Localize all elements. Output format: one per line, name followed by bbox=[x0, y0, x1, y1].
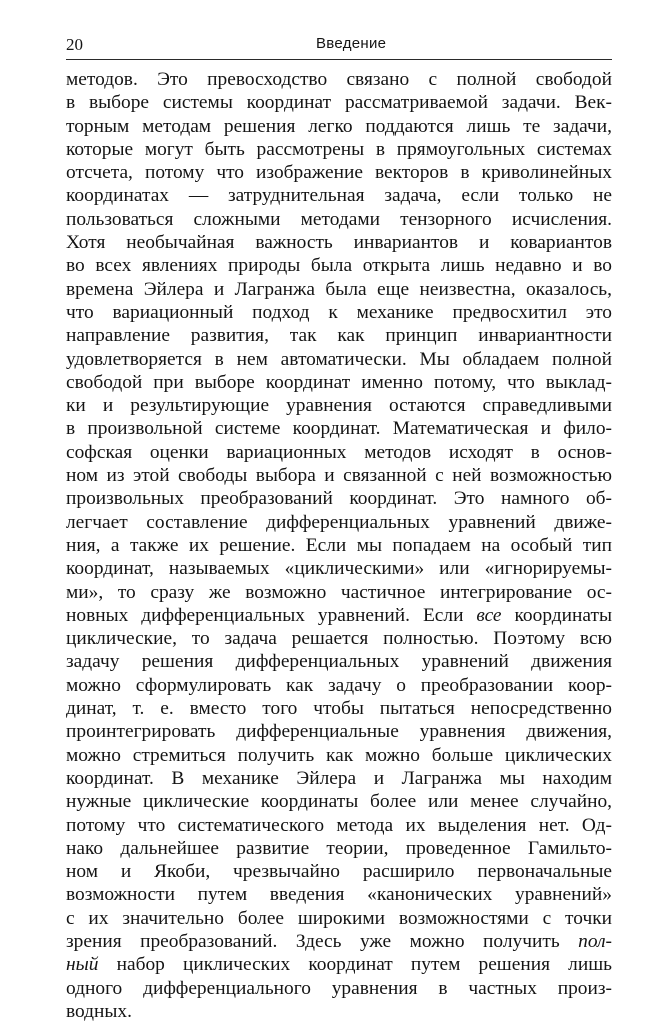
text-line: в выборе системы координат рассматриваемой задачи. Век- bbox=[66, 92, 612, 114]
text-line: водных. bbox=[66, 1000, 132, 1022]
text-line: одного дифференциального уравнения в частных произ- bbox=[66, 977, 612, 999]
text-segment: зрения преобразований. Здесь уже можно получить bbox=[66, 930, 560, 952]
text-line-with-emphasis bbox=[66, 930, 612, 953]
text-segment: новных дифференциальных уравнений. Если bbox=[66, 604, 464, 626]
text-line: с их значительно более широкими возможностями с точки bbox=[66, 907, 612, 929]
text-line: методов. Это превосходство связано с полной свободой bbox=[66, 69, 612, 90]
text-line: Хотя необычайная важность инвариантов и ковариантов bbox=[66, 232, 612, 254]
text-line: ки и результирующие уравнения остаются справедливыми bbox=[66, 395, 612, 417]
body-text bbox=[66, 68, 612, 1023]
page-number: 20 bbox=[66, 35, 83, 54]
text-line-with-emphasis bbox=[66, 953, 612, 976]
text-line: легчает составление дифференциальных уравнений движе- bbox=[66, 511, 612, 533]
emphasis-word: пол- bbox=[578, 930, 612, 952]
text-line: пользоваться сложными методами тензорного исчисления. bbox=[66, 208, 612, 230]
text-line: ния, а также их решение. Если мы попадаем на особый тип bbox=[66, 534, 612, 556]
text-line: торным методам решения легко поддаются лишь те задачи, bbox=[66, 115, 612, 137]
running-title: Введение bbox=[316, 35, 387, 52]
text-line: отсчета, потому что изображение векторов в криволинейных bbox=[66, 162, 612, 184]
text-line: свободой при выборе координат именно потому, что выклад- bbox=[66, 371, 612, 393]
text-segment: координаты bbox=[514, 604, 612, 626]
text-line: ном и Якоби, чрезвычайно расширило первоначальные bbox=[66, 861, 612, 883]
text-segment: набор циклических координат путем решения лишь bbox=[116, 954, 612, 976]
emphasis-word: ный bbox=[66, 954, 99, 976]
text-line: в произвольной системе координат. Математическая и фило- bbox=[66, 418, 612, 440]
page-header bbox=[66, 33, 612, 60]
text-line: ми», то сразу же возможно частичное интегрирование ос- bbox=[66, 581, 612, 603]
text-line: можно стремиться получить как можно больше циклических bbox=[66, 744, 612, 766]
text-line: времена Эйлера и Лагранжа была еще неизвестна, оказалось, bbox=[66, 278, 612, 300]
text-line: во всех явлениях природы была открыта лишь недавно и во bbox=[66, 255, 612, 277]
text-line: нужные циклические координаты более или менее случайно, bbox=[66, 791, 612, 813]
text-line: софская оценки вариационных методов исходят в основ- bbox=[66, 441, 612, 463]
text-line: координат. В механике Эйлера и Лагранжа мы находим bbox=[66, 767, 612, 789]
text-line: динат, т. е. вместо того чтобы пытаться непосредственно bbox=[66, 698, 612, 720]
text-line-with-emphasis bbox=[66, 604, 612, 627]
text-line: можно сформулировать как задачу о преобразовании коор- bbox=[66, 674, 612, 696]
text-line: которые могут быть рассмотрены в прямоугольных системах bbox=[66, 138, 612, 160]
text-line: направление развития, так как принцип инвариантности bbox=[66, 325, 612, 347]
text-line: координат, называемых «циклическими» или «игнорируемы- bbox=[66, 558, 612, 580]
text-line: возможности путем введения «канонических уравнений» bbox=[66, 884, 612, 906]
text-line: потому что систематического метода их выделения нет. Од- bbox=[66, 814, 612, 836]
text-line: что вариационный подход к механике предвосхитил это bbox=[66, 301, 612, 323]
text-line: ном из этой свободы выбора и связанной с ней возможностью bbox=[66, 465, 612, 487]
text-line: удовлетворяется в нем автоматически. Мы обладаем полной bbox=[66, 348, 612, 370]
text-line: нако дальнейшее развитие теории, проведенное Гамильто- bbox=[66, 837, 612, 859]
text-line: проинтегрировать дифференциальные уравнения движения, bbox=[66, 721, 612, 743]
text-line: координатах — затруднительная задача, если только не bbox=[66, 185, 612, 207]
text-line: задачу решения дифференциальных уравнений движения bbox=[66, 651, 612, 673]
text-line: произвольных преобразований координат. Это намного об- bbox=[66, 488, 612, 510]
text-line: циклические, то задача решается полностью. Поэтому всю bbox=[66, 628, 612, 650]
emphasis-word: все bbox=[476, 604, 502, 626]
